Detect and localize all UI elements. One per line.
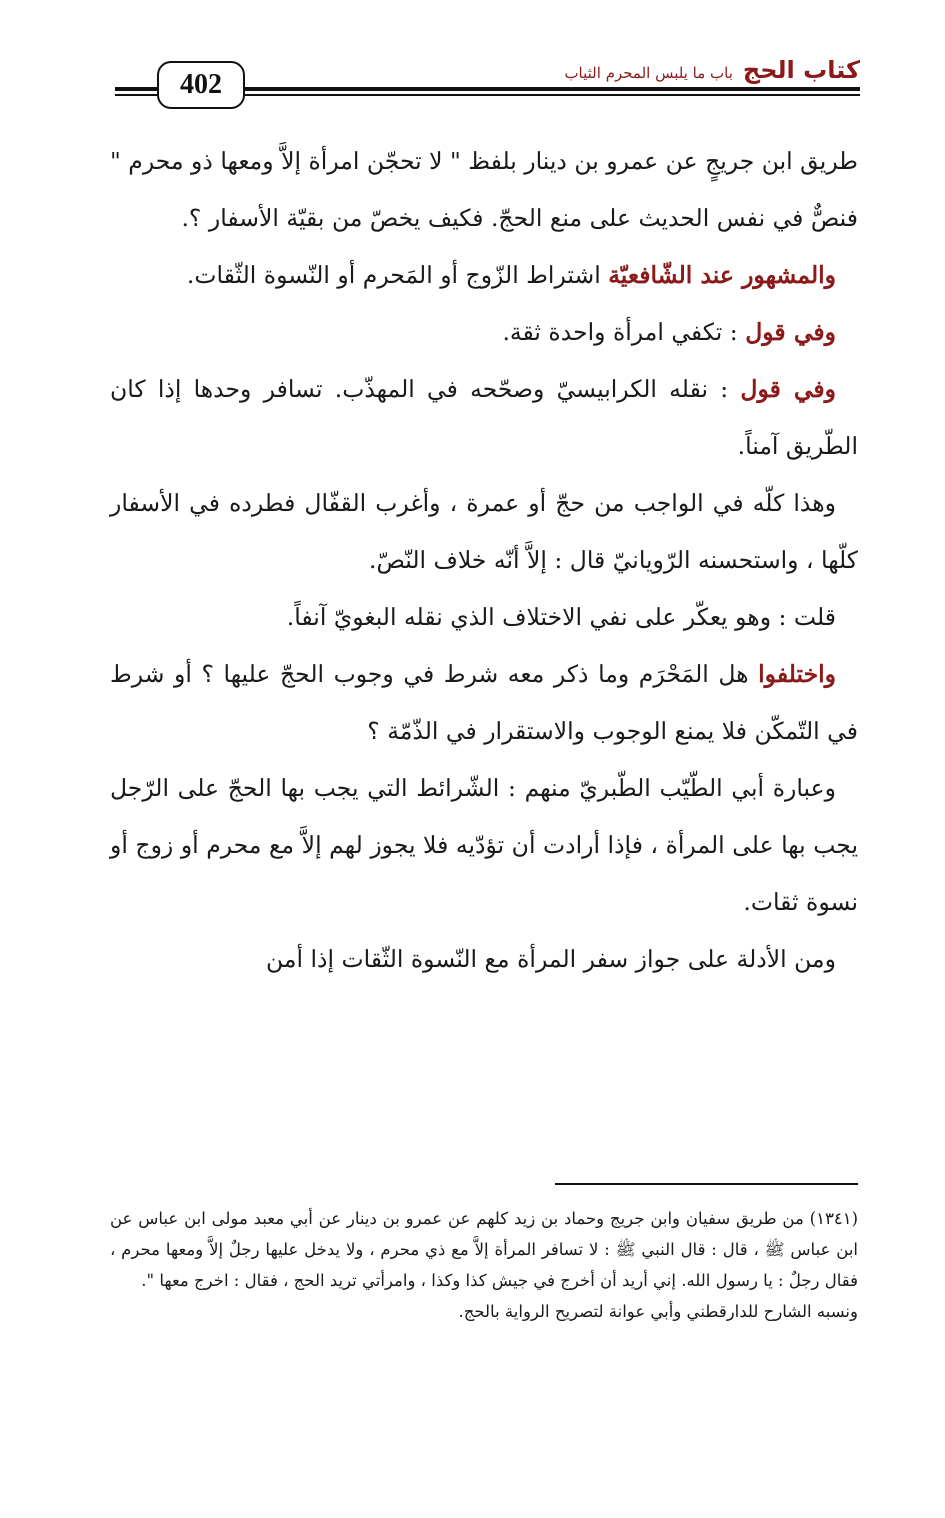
paragraph-3-text: : تكفي امرأة واحدة ثقة. (502, 318, 746, 346)
paragraph-4 (110, 361, 858, 475)
header-titles (564, 56, 860, 84)
paragraph-5: وهذا كلّه في الواجب من حجّ أو عمرة ، وأغرب القفّال فطرده في الأسفار كلّها ، واستحسنه الرّويانيّ قال : إلاَّ أنّه خلاف النّصّ. (110, 489, 858, 574)
chapter-title: باب ما يلبس المحرم الثياب (564, 64, 733, 82)
footnotes (110, 1203, 858, 1327)
paragraph-6: قلت : وهو يعكّر على نفي الاختلاف الذي نقله البغويّ آنفاً. (286, 603, 836, 631)
paragraph-4-text: : نقله الكرابيسيّ وصحّحه في المهذّب. تسافر وحدها إذا كان الطّريق آمناً. (110, 375, 858, 460)
paragraph-8: وعبارة أبي الطّيّب الطّبريّ منهم : الشّرائط التي يجب بها الحجّ على الرّجل يجب بها على المرأة ، فإذا أرادت أن تؤدّيه فلا يجوز لهم إلاَّ مع محرم أو زوج أو نسوة ثقات. (110, 774, 858, 916)
paragraph-2-label: والمشهور عند الشّافعيّة (608, 261, 836, 289)
paragraph-7-label: واختلفوا (758, 660, 836, 688)
paragraph-3 (110, 304, 858, 361)
main-text (110, 133, 858, 988)
paragraph-4-label: وفي قول (740, 375, 836, 403)
footnote-separator (555, 1183, 858, 1185)
footnote-1 (110, 1203, 858, 1296)
page-header (115, 52, 860, 102)
paragraph-1: طريق ابن جريجٍ عن عمرو بن دينار بلفظ " لا تحجّن امرأة إلاَّ ومعها ذو محرم " فنصٌّ في نفس الحديث على منع الحجّ. فكيف يخصّ من بقيّة الأسفار ؟. (110, 147, 858, 232)
paragraph-2 (110, 247, 858, 304)
paragraph-2-text: اشتراط الزّوج أو المَحرم أو النّسوة الثّقات. (186, 261, 609, 289)
page-number: 402 (157, 61, 245, 109)
paragraph-7-text: هل المَحْرَم وما ذكر معه شرط في وجوب الحجّ عليها ؟ أو شرط في التّمكّن فلا يمنع الوجوب والاستقرار في الذّمّة ؟ (110, 660, 858, 745)
book-title: كتاب الحج (742, 56, 860, 84)
footnote-note: ونسبه الشارح للدارقطني وأبي عوانة لتصريح الرواية بالحج. (458, 1302, 858, 1321)
footnote-number: (١٣٤١) (809, 1209, 858, 1228)
paragraph-7 (110, 646, 858, 760)
paragraph-3-label: وفي قول (745, 318, 836, 346)
footnote-text: من طريق سفيان وابن جريج وحماد بن زيد كلهم عن عمرو بن دينار عن أبي معبد مولى ابن عباس عن ابن عباس ﷺ ، قال : قال النبي ﷺ : لا تسافر المرأة إلاَّ مع ذي محرم ، ولا يدخل عليها رجلٌ إلاَّ ومعها محرم ، فقال رجلٌ : يا رسول الله. إني أريد أن أخرج في جيش كذا وكذا ، وامرأتي تريد الحج ، فقال : اخرج معها ". (110, 1209, 858, 1290)
paragraph-9: ومن الأدلة على جواز سفر المرأة مع النّسوة الثّقات إذا أمن (265, 945, 836, 973)
